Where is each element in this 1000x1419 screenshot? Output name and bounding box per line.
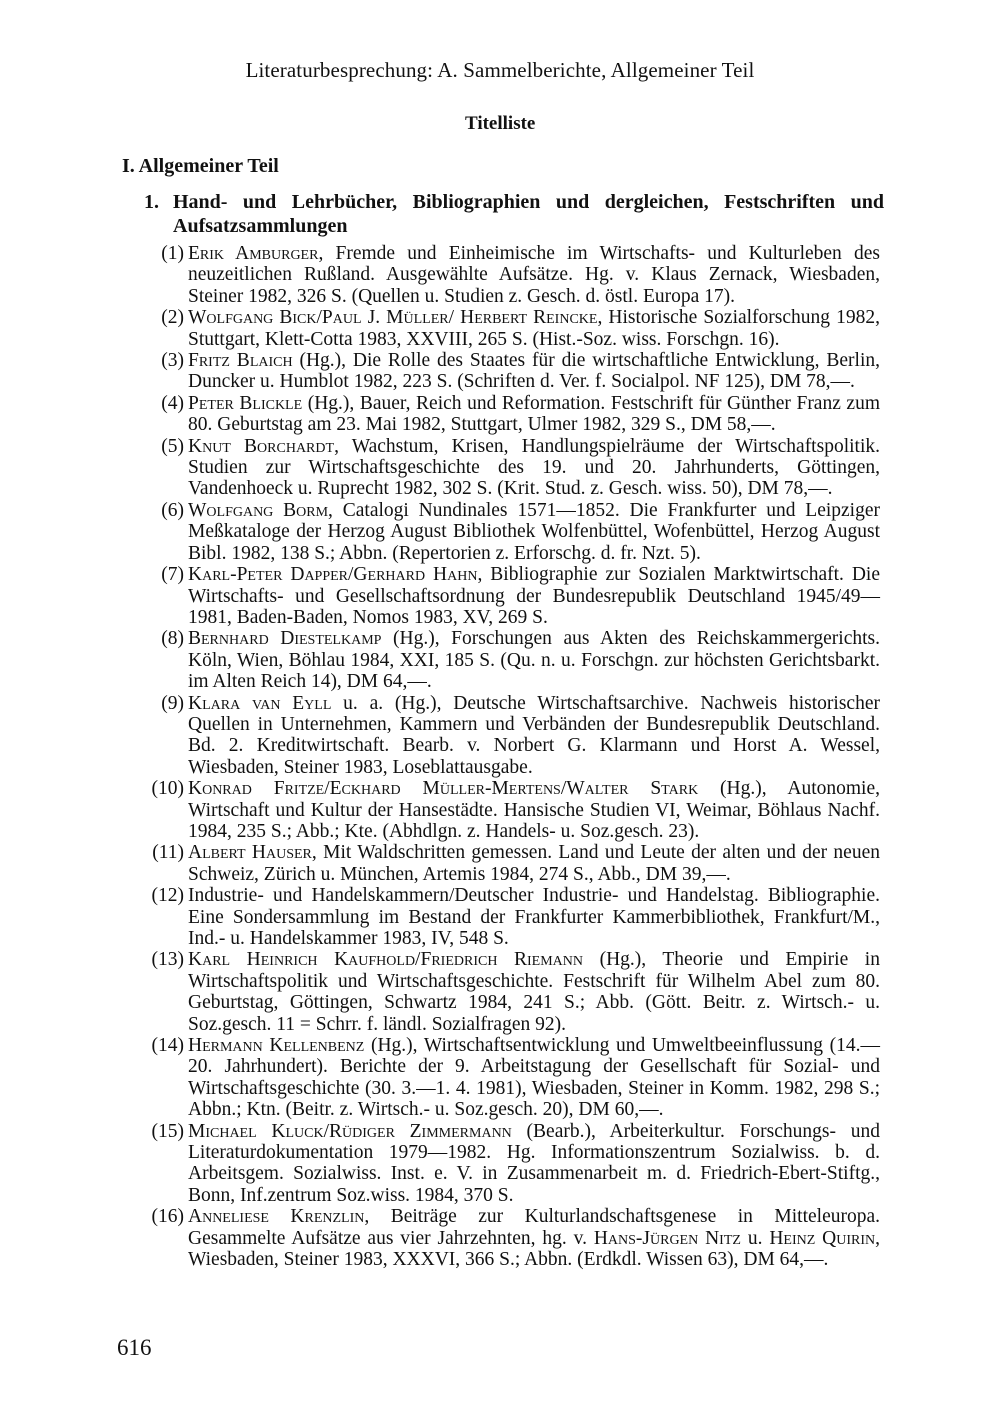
entry-number: (10) bbox=[151, 778, 184, 800]
bibliography-entry bbox=[120, 436, 880, 500]
entry-text: , Mit Waldschritten gemessen. Land und Leute der alten und der neuen Schweiz, Zürich u. München, Artemis 1984, 274 S., Abb., DM 39,—. bbox=[188, 842, 880, 885]
entry-text: (Hg.), Forschungen aus Akten des Reichskammergerichts. Köln, Wien, Böhlau 1984, XXI, 185 S. (Qu. n. u. Forschgn. zur höchsten Gerichtsbarkt. im Alten Reich 14), DM 64,—. bbox=[188, 628, 880, 693]
entry-editor: Hans-Jürgen Nitz bbox=[593, 1227, 741, 1249]
entry-author: Konrad Fritze/Eckhard Müller-Mertens/Walter Stark bbox=[188, 778, 699, 800]
entry-text: (Bearb.), Arbeiterkultur. Forschungs- und Literaturdokumentation 1979—1982. Hg. Informationszentrum Sozialwiss. b. d. Arbeitsgem. Sozialwiss. Inst. e. V. in Zusammenarbeit m. d. Friedrich-Ebert-Stiftg., Bonn, Inf.zentrum Soz.wiss. 1984, 370 S. bbox=[188, 1120, 880, 1206]
entry-number: (4) bbox=[161, 392, 184, 414]
entry-number: (11) bbox=[152, 842, 184, 864]
entry-author: Bernhard Diestelkamp bbox=[188, 628, 382, 650]
entry-number: (1) bbox=[161, 243, 184, 264]
bibliography-entry bbox=[120, 393, 880, 436]
entry-text: u. a. (Hg.), Deutsche Wirtschaftsarchive. Nachweis historischer Quellen in Unternehmen, Kammern und Verbänden der Bundesrepublik Deutschland. Bd. 2. Kreditwirtschaft. Bearb. v. Norbert G. Klarmann und Horst A. Wessel, Wiesbaden, Steiner 1983, Loseblattausgabe. bbox=[188, 692, 880, 778]
entry-number: (2) bbox=[161, 307, 184, 329]
entry-number: (5) bbox=[161, 435, 184, 457]
entry-author: Albert Hauser bbox=[188, 842, 312, 864]
entry-text: , Wiesbaden, Steiner 1983, XXXVI, 366 S.; Abbn. (Erdkdl. Wissen 63), DM 64,—. bbox=[188, 1227, 880, 1271]
page-number: 616 bbox=[117, 1335, 152, 1360]
entry-text: , Bibliographie zur Sozialen Marktwirtschaft. Die Wirtschafts- und Gesellschaftsordnung der Bundesrepublik Deutschland 1945/49—1981, Baden-Baden, Nomos 1983, XV, 269 S. bbox=[188, 564, 881, 628]
entry-number: (14) bbox=[151, 1035, 184, 1057]
bibliography-entry bbox=[120, 949, 880, 1035]
section-number: 1. bbox=[144, 191, 159, 213]
entry-author: Wolfgang Bick/Paul J. Müller/ Herbert Reincke bbox=[188, 307, 598, 329]
section-title: Hand- und Lehrbücher, Bibliographien und dergleichen, Festschriften und Aufsatzsammlungen bbox=[173, 191, 884, 237]
bibliography-entry bbox=[120, 564, 880, 628]
entry-text: (Hg.), Wirtschaftsentwicklung und Umweltbeeinflussung (14.—20. Jahrhundert). Berichte der 9. Arbeitstagung der Gesellschaft für Sozial- und Wirtschaftsgeschichte (30. 3.—1. 4. 1981), Wiesbaden, Steiner in Komm. 1982, 298 S.; Abbn.; Ktn. (Beitr. z. Wirtsch.- u. Soz.gesch. 20), DM 60,—. bbox=[188, 1035, 880, 1121]
entry-author: Karl Heinrich Kaufhold/Friedrich Riemann bbox=[188, 949, 584, 971]
entry-author: Peter Blickle bbox=[188, 392, 303, 414]
part-heading: I. Allgemeiner Teil bbox=[122, 155, 279, 177]
bibliography-entry bbox=[120, 1035, 880, 1121]
running-head: Literaturbesprechung: A. Sammelberichte, Allgemeiner Teil bbox=[245, 58, 755, 82]
bibliography-list bbox=[120, 243, 880, 1271]
entry-author: Erik Amburger bbox=[188, 243, 319, 264]
bibliography-entry bbox=[120, 693, 880, 779]
entry-number: (15) bbox=[151, 1120, 184, 1142]
entry-number: (6) bbox=[161, 499, 184, 521]
entry-number: (7) bbox=[161, 564, 184, 586]
entry-author: Anneliese Krenzlin bbox=[188, 1206, 365, 1228]
bibliography-entry bbox=[120, 500, 880, 564]
entry-number: (13) bbox=[151, 949, 184, 971]
entry-text: u. bbox=[740, 1227, 770, 1249]
entry-text: (Hg.), Die Rolle des Staates für die wirtschaftliche Entwicklung, Berlin, Duncker u. Humblot 1982, 223 S. (Schriften d. Ver. f. Socialpol. NF 125), DM 78,—. bbox=[188, 350, 880, 393]
entry-text: (Hg.), Autonomie, Wirtschaft und Kultur der Hansestädte. Hansische Studien VI, Weimar, Böhlaus Nachf. 1984, 235 S.; Abb.; Kte. (Abhdlgn. z. Handels- u. Soz.gesch. 23). bbox=[188, 778, 881, 842]
bibliography-entry bbox=[120, 628, 880, 692]
entry-author: Hermann Kellenbenz bbox=[188, 1035, 365, 1057]
entry-author: Fritz Blaich bbox=[188, 350, 293, 372]
entry-text: (Hg.), Theorie und Empirie in Wirtschaftspolitik und Wirtschaftsgeschichte. Festschrift für Wilhelm Abel zum 80. Geburtstag, Göttingen, Schwartz 1984, 241 S.; Abb. (Gött. Beitr. z. Wirtsch.- u. Soz.gesch. 11 = Schrr. f. ländl. Sozialfragen 92). bbox=[188, 949, 880, 1035]
entry-number: (8) bbox=[161, 628, 184, 650]
entry-author: Klara van Eyll bbox=[188, 692, 332, 714]
entry-author: Wolfgang Borm bbox=[188, 499, 329, 521]
bibliography-entry bbox=[120, 350, 880, 393]
list-title: Titelliste bbox=[465, 113, 536, 134]
entry-number: (3) bbox=[161, 350, 184, 372]
bibliography-entry bbox=[120, 778, 880, 842]
entry-author: Michael Kluck/Rüdiger Zimmermann bbox=[188, 1120, 512, 1142]
entry-text: , Wachstum, Krisen, Handlungspielräume der Wirtschaftspolitik. Studien zur Wirtschaftsgeschichte des 19. und 20. Jahrhunderts, Göttingen, Vandenhoeck u. Ruprecht 1982, 302 S. (Krit. Stud. z. Gesch. wiss. 50), DM 78,—. bbox=[188, 435, 880, 500]
entry-text: (Hg.), Bauer, Reich und Reformation. Festschrift für Günther Franz zum 80. Geburtstag am 23. Mai 1982, Stuttgart, Ulmer 1982, 329 S., DM 58,—. bbox=[188, 392, 880, 436]
entry-author: Knut Borchardt bbox=[188, 435, 335, 457]
bibliography-entry bbox=[120, 885, 880, 949]
entry-number: (12) bbox=[151, 885, 184, 907]
entry-editor: Heinz Quirin bbox=[769, 1227, 876, 1249]
entry-text: , Beiträge zur Kulturlandschaftsgenese in Mitteleuropa. Gesammelte Aufsätze aus vier Jahrzehnten, hg. v. bbox=[188, 1206, 880, 1249]
bibliography-entry bbox=[120, 307, 880, 350]
bibliography-entry bbox=[120, 842, 880, 885]
bibliography-entry bbox=[120, 1121, 880, 1207]
bibliography-entry bbox=[120, 243, 880, 307]
entry-text: Industrie- und Handelskammern/Deutscher Industrie- und Handelstag. Bibliographie. Eine Sondersammlung im Bestand der Frankfurter Kammerbibliothek, Frankfurt/M., Ind.- u. Handelskammer 1983, IV, 548 S. bbox=[188, 885, 880, 949]
entry-number: (16) bbox=[151, 1206, 184, 1228]
section-heading bbox=[144, 190, 884, 238]
entry-text: , Fremde und Einheimische im Wirtschafts- und Kulturleben des neuzeitlichen Rußland. Ausgewählte Aufsätze. Hg. v. Klaus Zernack, Wiesbaden, Steiner 1982, 326 S. (Quellen u. Studien z. Gesch. d. östl. Europa 17). bbox=[188, 243, 880, 307]
bibliography-entry bbox=[120, 1206, 880, 1270]
entry-number: (9) bbox=[161, 692, 184, 714]
entry-text: , Historische Sozialforschung 1982, Stuttgart, Klett-Cotta 1983, XXVIII, 265 S. (Hist.-Soz. wiss. Forschgn. 16). bbox=[188, 307, 880, 350]
entry-author: Karl-Peter Dapper/Gerhard Hahn bbox=[188, 564, 478, 586]
entry-text: , Catalogi Nundinales 1571—1852. Die Frankfurter und Leipziger Meßkataloge der Herzog August Bibliothek Wolfenbüttel, Wofenbüttel, Herzog August Bibl. 1982, 138 S.; Abbn. (Repertorien z. Erforschg. d. fr. Nzt. 5). bbox=[188, 499, 880, 564]
